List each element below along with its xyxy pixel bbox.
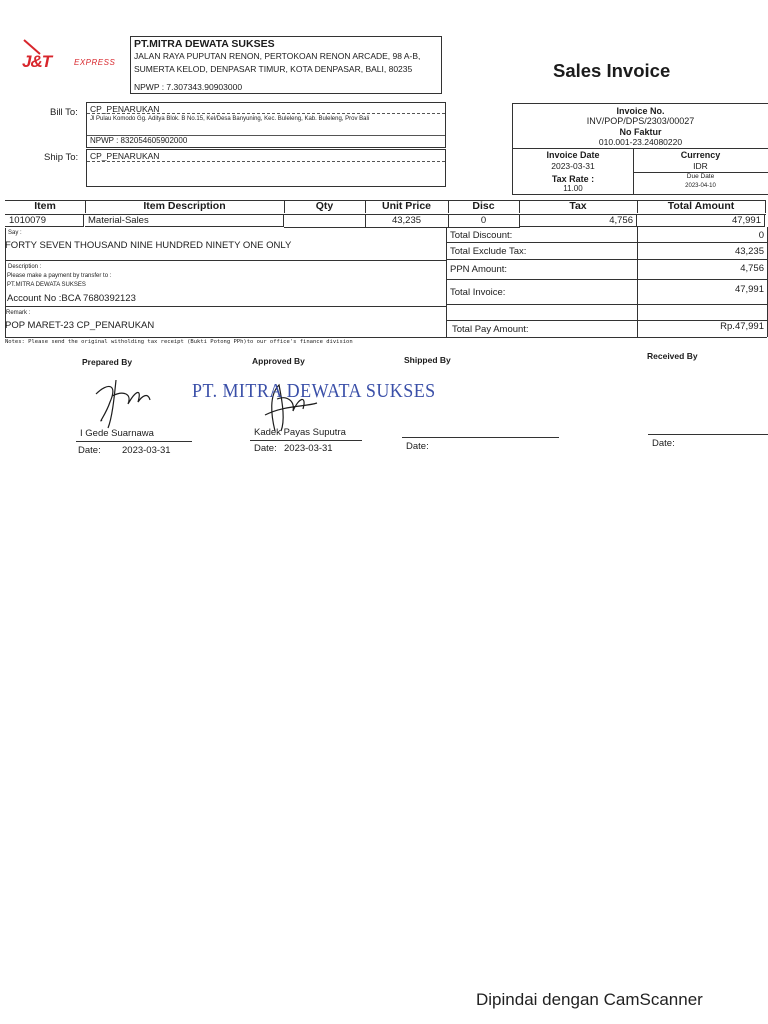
summary-line-1 [447, 242, 767, 243]
col-total: Total Amount [637, 200, 766, 213]
notes: Notes: Please send the original witholding tax receipt (Bukti Potong PPh)to our office's finance division [5, 339, 353, 345]
bill-to-npwp: NPWP : 832054605902000 [90, 136, 188, 145]
total-invoice-value: 47,991 [734, 284, 764, 295]
summary-line-3 [447, 279, 767, 280]
summary-line-4 [447, 304, 767, 305]
approved-by-label: Approved By [252, 356, 305, 366]
due-date-value: 2023-04-10 [685, 183, 716, 189]
total-pay-value: Rp.47,991 [720, 321, 764, 332]
remark-label: Remark : [6, 310, 31, 316]
invoice-info-box [512, 103, 768, 195]
ppn-value: 4,756 [740, 263, 764, 274]
row-disc: 0 [448, 214, 520, 228]
company-box [130, 36, 442, 94]
total-discount-value: 0 [758, 230, 764, 241]
description-label: Description : [8, 264, 42, 270]
table-bottom-line [5, 337, 767, 338]
company-name: PT.MITRA DEWATA SUKSES [134, 38, 275, 50]
say-label: Say : [8, 230, 22, 236]
due-date-label: Due Date [686, 173, 715, 180]
received-line [648, 434, 768, 435]
total-exclude-tax-label: Total Exclude Tax: [450, 246, 527, 257]
no-faktur-value: 010.001-23.24080220 [598, 137, 683, 147]
page-title: Sales Invoice [553, 60, 671, 81]
row-description: Material-Sales [85, 214, 284, 227]
prepared-name: I Gede Suarnawa [80, 428, 154, 439]
col-description: Item Description [85, 200, 285, 213]
logo-sub: EXPRESS [74, 58, 116, 67]
row-item: 1010079 [5, 214, 84, 227]
shipped-line [402, 437, 559, 438]
company-npwp: NPWP : 7.307343.90903000 [134, 82, 243, 92]
col-qty: Qty [284, 200, 366, 213]
received-by-label: Received By [647, 351, 698, 361]
shipped-by-label: Shipped By [404, 355, 451, 365]
approved-line [250, 440, 362, 441]
prepared-by-label: Prepared By [82, 357, 133, 367]
prepared-signature [88, 372, 168, 430]
col-tax: Tax [519, 200, 638, 213]
ppn-label: PPN Amount: [450, 264, 508, 275]
prepared-date: 2023-03-31 [122, 445, 171, 456]
invoice-date-value: 2023-03-31 [551, 161, 595, 171]
col-disc: Disc [448, 200, 520, 213]
ship-divider [87, 161, 445, 162]
bill-to-name: CP_PENARUKAN [90, 104, 160, 114]
no-faktur-label: No Faktur [619, 127, 662, 137]
remark-text: POP MARET-23 CP_PENARUKAN [5, 320, 155, 331]
say-text: FORTY SEVEN THOUSAND NINE HUNDRED NINETY ONE ONLY [5, 240, 292, 251]
row-unit-price: 43,235 [365, 214, 449, 228]
invoice-no-value: INV/POP/DPS/2303/00027 [586, 116, 695, 126]
ship-to-name: CP_PENARUKAN [90, 151, 160, 161]
jt-express-logo [22, 38, 132, 74]
logo-brand: J&T [22, 52, 52, 71]
approved-name: Kadek Payas Suputra [254, 427, 346, 438]
prepared-line [76, 441, 192, 442]
bill-to-address: Jl Pulau Komodo Gg. Aditya Blok. B No.15, Kel/Desa Banyuning, Kec. Buleleng, Kab. Buleleng, Prov Bali [90, 116, 370, 122]
received-date-label: Date: [652, 438, 675, 449]
currency-value: IDR [693, 161, 708, 171]
col-unit-price: Unit Price [365, 200, 449, 213]
company-address: JALAN RAYA PUPUTAN RENON, PERTOKOAN RENON ARCADE, 98 A-B, SUMERTA KELOD, DENPASAR TIMUR, KOTA DENPASAR, BALI, 80235 [134, 51, 421, 74]
scanner-watermark: Dipindai dengan CamScanner [476, 990, 703, 1009]
prepared-date-label: Date: [78, 445, 101, 456]
total-discount-label: Total Discount: [450, 230, 513, 241]
ship-to-box [86, 149, 446, 187]
invoice-no-label: Invoice No. [616, 106, 665, 116]
total-exclude-tax-value: 43,235 [734, 246, 764, 257]
bill-to-label: Bill To: [50, 107, 78, 118]
col-item: Item [5, 200, 86, 213]
approved-date: 2023-03-31 [284, 443, 333, 454]
account-no: Account No :BCA 7680392123 [7, 293, 136, 304]
shipped-date-label: Date: [406, 441, 429, 452]
tax-rate-label: Tax Rate : [551, 174, 595, 184]
info-divider [513, 148, 768, 149]
invoice-date-label: Invoice Date [546, 150, 600, 160]
summary-line-2 [447, 259, 767, 260]
description-line2: PT.MITRA DEWATA SUKSES [7, 282, 86, 288]
tax-rate-value: 11.00 [563, 184, 583, 193]
currency-label: Currency [680, 150, 721, 160]
total-pay-label: Total Pay Amount: [452, 324, 529, 335]
company-stamp: PT. MITRA DEWATA SUKSES [192, 380, 436, 402]
total-invoice-label: Total Invoice: [450, 287, 506, 298]
row-qty [284, 214, 366, 228]
bill-to-box [86, 102, 446, 148]
description-line1: Please make a payment by transfer to : [7, 273, 112, 279]
bill-divider [87, 113, 445, 114]
ship-to-label: Ship To: [44, 152, 79, 163]
approved-date-label: Date: [254, 443, 277, 454]
row-tax: 4,756 [519, 214, 637, 227]
row-total: 47,991 [637, 214, 765, 227]
